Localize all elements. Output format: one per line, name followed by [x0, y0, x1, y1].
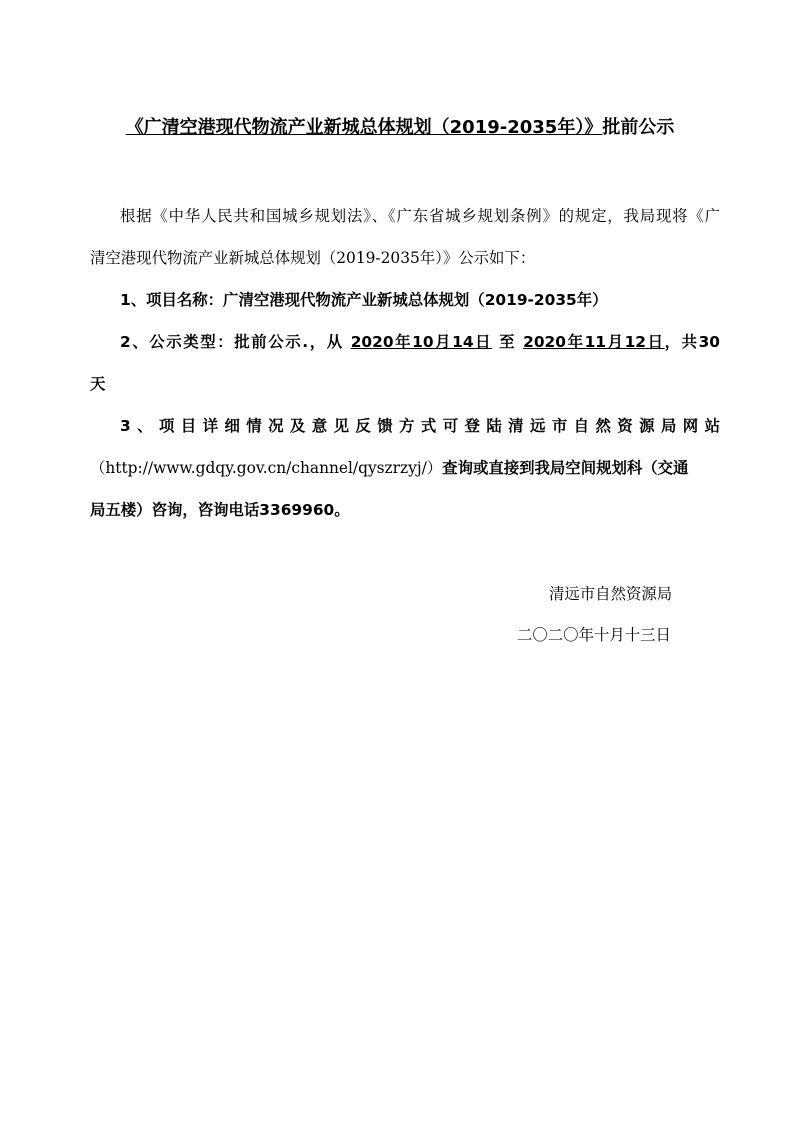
issuer-name: 清远市自然资源局 — [549, 585, 673, 603]
end-date: 2020年11月12日 — [523, 333, 665, 351]
item-1-project-name: 1、项目名称：广清空港现代物流产业新城总体规划（2019-2035年） — [120, 291, 608, 309]
document-title — [0, 113, 800, 143]
issue-date: 二〇二〇年十月十三日 — [517, 626, 671, 644]
item-3-line-1: 3、项目详细情况及意见反馈方式可登陆清远市自然资源局网站 — [120, 417, 720, 435]
item-2-suffix: ，共30 — [664, 333, 721, 351]
item-3-line-2-rest: 查询或直接到我局空间规划科（交通 — [442, 459, 689, 477]
title-suffix: 批前公示 — [602, 117, 675, 138]
plan-name-title: 《广清空港现代物流产业新城总体规划（2019-2035年）》 — [125, 117, 603, 138]
item-2-prefix: 2、公示类型：批前公示.，从 — [120, 333, 351, 351]
item-2-line-1 — [120, 331, 720, 353]
website-url: （http://www.gdqy.gov.cn/channel/qyszrzyj/） — [90, 459, 443, 477]
start-date: 2020年10月14日 — [350, 333, 493, 351]
intro-paragraph-line-1: 根据《中华人民共和国城乡规划法》、《广东省城乡规划条例》的规定，我局现将《广 — [120, 207, 720, 225]
item-2-middle: 至 — [492, 333, 524, 351]
item-2-line-2: 天 — [90, 375, 106, 393]
item-3-line-3: 局五楼）咨询，咨询电话3369960。 — [90, 501, 350, 519]
intro-paragraph-line-2: 清空港现代物流产业新城总体规划（2019-2035年）》公示如下： — [90, 249, 536, 267]
item-3-line-2 — [90, 457, 720, 479]
